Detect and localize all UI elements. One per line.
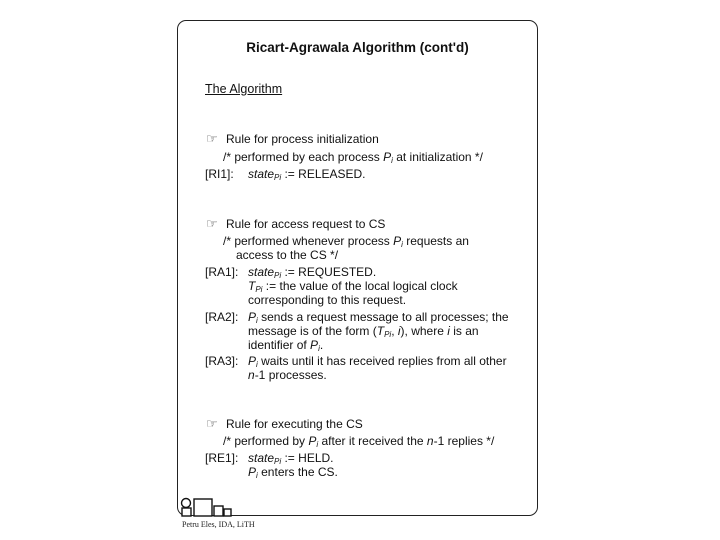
rule-re1-text: state$_{Pi}$ := HELD. [248, 451, 334, 466]
rule-ra3-label: [RA3]: [205, 354, 239, 368]
rule-ra2-line3: identifier of $P_i$. [248, 338, 324, 353]
pointing-hand-icon: ☞ [206, 131, 218, 146]
comment-init: /* performed by each process $P_i$ at initialization */ [223, 150, 483, 165]
university-logo-icon [180, 497, 260, 517]
rule-ri1-label: [RI1]: [205, 167, 234, 181]
slide-page [177, 20, 538, 516]
rule-ra1-line2: $T_{Pi}$ := the value of the local logical clock [248, 279, 458, 294]
slide-title: Ricart-Agrawala Algorithm (cont'd) [246, 40, 469, 55]
bullet-init: Rule for process initialization [226, 132, 379, 146]
rule-ra2-line1: $P_i$ sends a request message to all processes; the [248, 310, 509, 325]
rule-ra2-label: [RA2]: [205, 310, 239, 324]
rule-ri1-text: state$_{Pi}$ := RELEASED. [248, 167, 366, 182]
footer-credit: Petru Eles, IDA, LiTH [182, 520, 255, 529]
rule-ra1-text: state$_{Pi}$ := REQUESTED. [248, 265, 377, 280]
rule-ra3-line2: n-1 processes. [248, 368, 327, 382]
pointing-hand-icon: ☞ [206, 416, 218, 431]
comment-access-1: /* performed whenever process $P_i$ requests an [223, 234, 469, 249]
rule-ra1-label: [RA1]: [205, 265, 239, 279]
section-heading: The Algorithm [205, 82, 283, 96]
comment-access-2: access to the CS */ [236, 248, 339, 262]
bullet-access: Rule for access request to CS [226, 217, 386, 231]
comment-execute: /* performed by $P_i$ after it received the n-1 replies */ [223, 434, 495, 449]
rule-re1-label: [RE1]: [205, 451, 239, 465]
bullet-execute: Rule for executing the CS [226, 417, 363, 431]
rule-ra3-line1: $P_i$ waits until it has received replies from all other [248, 354, 507, 369]
rule-re1-line2: $P_i$ enters the CS. [248, 465, 338, 480]
rule-ra1-line3: corresponding to this request. [248, 293, 407, 307]
pointing-hand-icon: ☞ [206, 216, 218, 231]
rule-ra2-line2: message is of the form ($T_{Pi}$, i), where i is an [248, 324, 479, 339]
